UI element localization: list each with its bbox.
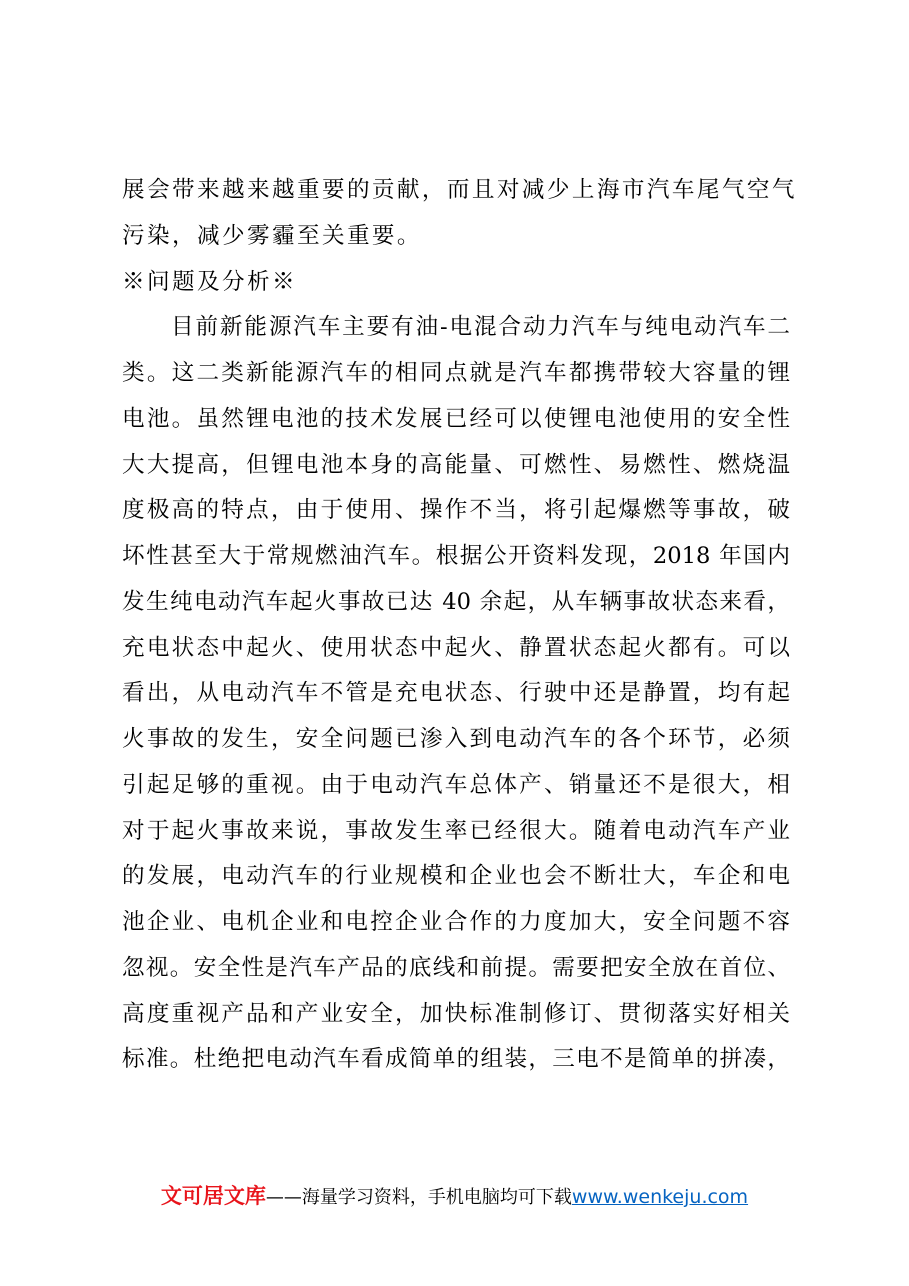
body-line: 火事故的发生，安全问题已渗入到电动汽车的各个环节，必须 <box>122 726 790 752</box>
footer-tagline: ——海量学习资料，手机电脑均可下载 <box>265 1187 572 1208</box>
body-line: 标准。杜绝把电动汽车看成简单的组装，三电不是简单的拼凑， <box>122 1046 790 1073</box>
body-line: 高度重视产品和产业安全，加快标准制修订、贯彻落实好相关 <box>122 1000 790 1027</box>
document-body <box>122 168 797 1083</box>
body-line: 充电状态中起火、使用状态中起火、静置状态起火都有。可以 <box>122 634 790 661</box>
body-line: 电池。虽然锂电池的技术发展已经可以使锂电池使用的安全性 <box>122 405 790 432</box>
body-line: 的发展，电动汽车的行业规模和企业也会不断壮大，车企和电 <box>122 863 790 890</box>
body-line: 展会带来越来越重要的贡献，而且对减少上海市汽车尾气空气 <box>122 177 797 203</box>
body-line: 池企业、电机企业和电控企业合作的力度加大，安全问题不容 <box>122 909 790 935</box>
section-heading: ※问题及分析※ <box>122 268 297 295</box>
body-line: 大大提高，但锂电池本身的高能量、可燃性、易燃性、燃烧温 <box>122 451 790 478</box>
footer-brand: 文可居文库 <box>160 1184 266 1208</box>
body-line: 类。这二类新能源汽车的相同点就是汽车都携带较大容量的锂 <box>122 360 790 386</box>
body-line: 污染，减少雾霾至关重要。 <box>122 222 422 249</box>
footer-website-link[interactable]: www.wenkeju.com <box>571 1186 749 1208</box>
body-line: 看出，从电动汽车不管是充电状态、行驶中还是静置，均有起 <box>122 680 790 707</box>
body-line: 度极高的特点，由于使用、操作不当，将引起爆燃等事故，破 <box>122 497 790 524</box>
page-footer <box>0 1180 909 1210</box>
body-line: 引起足够的重视。由于电动汽车总体产、销量还不是很大，相 <box>122 771 790 798</box>
body-line: 忽视。安全性是汽车产品的底线和前提。需要把安全放在首位、 <box>122 954 790 981</box>
body-line: 发生纯电动汽车起火事故已达 40 余起，从车辆事故状态来看， <box>122 588 790 615</box>
body-line: 坏性甚至大于常规燃油汽车。根据公开资料发现，2018 年国内 <box>122 543 790 569</box>
paragraph-first-line: 目前新能源汽车主要有油-电混合动力汽车与纯电动汽车二 <box>171 314 790 341</box>
body-line: 对于起火事故来说，事故发生率已经很大。随着电动汽车产业 <box>122 817 790 844</box>
